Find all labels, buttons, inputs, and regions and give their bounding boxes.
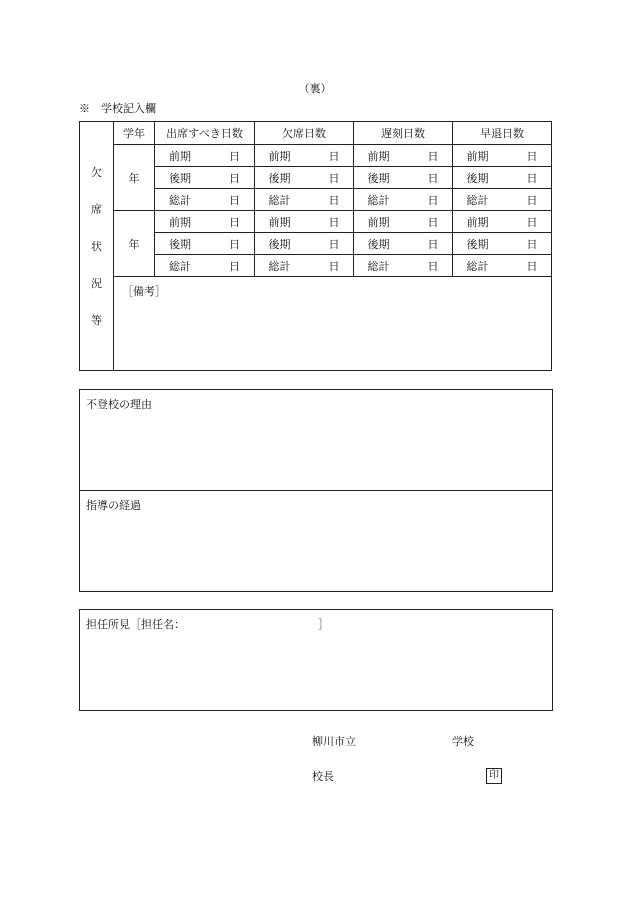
header-grade: 学年	[114, 122, 155, 145]
reason-guidance-box	[79, 389, 553, 592]
seal-mark: 印	[486, 768, 502, 784]
remarks-row	[80, 277, 552, 371]
header-early-leave-days: 早退日数	[453, 122, 552, 145]
grade-cell: 年	[114, 211, 155, 277]
guidance-label: 指導の経過	[86, 499, 141, 512]
table-row: 年 前期 日 前期 日 前期 日 前期 日	[80, 211, 552, 233]
remarks-cell[interactable]	[114, 277, 552, 371]
remarks-label: ［備考］	[122, 285, 166, 298]
principal-label: 校長	[312, 770, 334, 783]
header-late-days: 遅刻日数	[354, 122, 453, 145]
table-row: 総計 日 総計 日 総計 日 総計 日	[80, 255, 552, 277]
guidance-section[interactable]	[80, 490, 552, 590]
teacher-opinion-box	[79, 609, 553, 711]
school-label: 学校	[452, 735, 474, 748]
header-absence-days: 欠席日数	[255, 122, 354, 145]
table-row: 後期 日 後期 日 後期 日 後期 日	[80, 167, 552, 189]
grade-cell: 年	[114, 145, 155, 211]
teacher-name-close-bracket: ］	[318, 618, 329, 631]
table-row: 後期 日 後期 日 後期 日 後期 日	[80, 233, 552, 255]
teacher-opinion-section[interactable]	[80, 610, 552, 710]
header-required-days: 出席すべき日数	[155, 122, 255, 145]
page-heading: （裏）	[298, 82, 332, 95]
table-row: 総計 日 総計 日 総計 日 総計 日	[80, 189, 552, 211]
teacher-opinion-label: 担任所見［担任名：	[86, 618, 185, 631]
city-label: 柳川市立	[312, 735, 356, 748]
attendance-side-label: 欠 席 状 況 等	[80, 122, 114, 371]
reason-label: 不登校の理由	[86, 398, 152, 411]
school-entry-note: ※ 学校記入欄	[79, 102, 156, 115]
reason-section[interactable]	[80, 390, 552, 490]
table-row: 年 前期 日 前期 日 前期 日 前期 日	[80, 145, 552, 167]
attendance-table	[79, 121, 552, 371]
